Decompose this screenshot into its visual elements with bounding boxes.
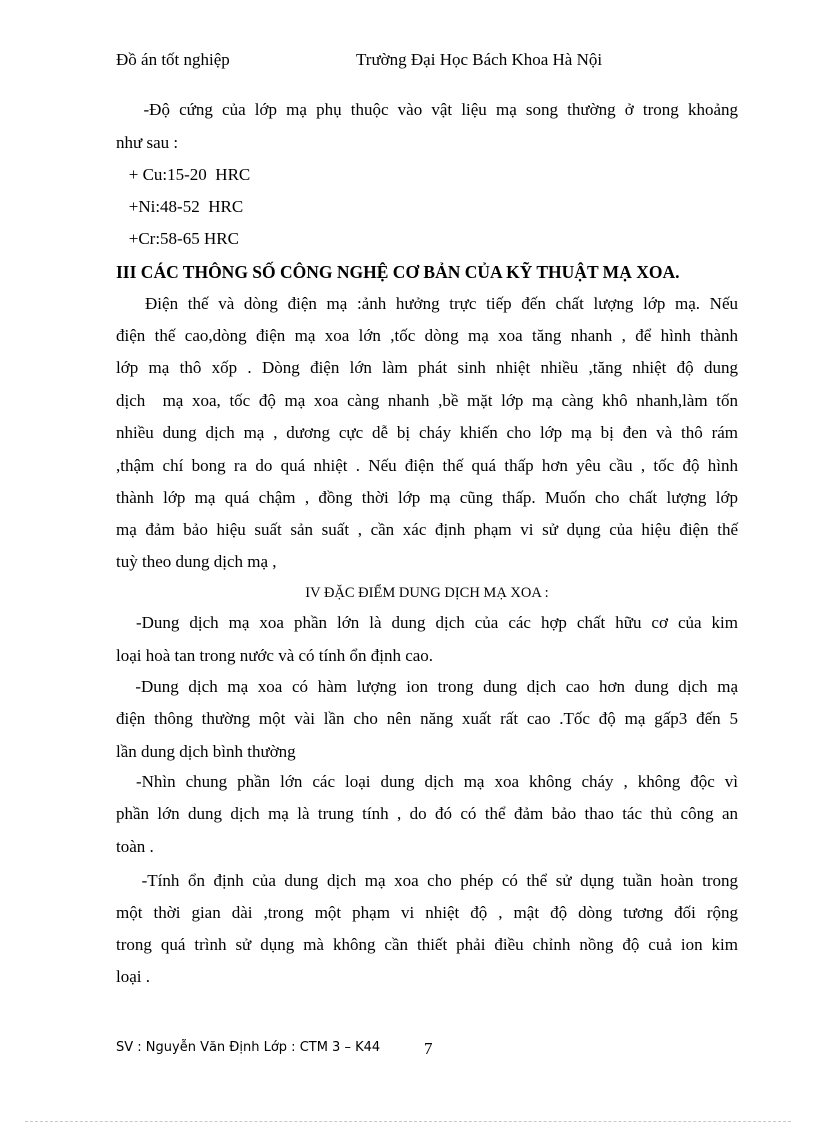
section-heading-iii: III CÁC THÔNG SỐ CÔNG NGHỆ CƠ BẢN CỦA KỸ THUẬT MẠ XOA. — [116, 262, 680, 282]
body-line: toàn . — [116, 837, 154, 856]
body-line: phần lớn dung dịch mạ là trung tính , do đó có thể đảm bảo thao tác thủ công an — [116, 804, 738, 823]
body-line: loại . — [116, 967, 150, 986]
page-bottom-divider — [25, 1121, 791, 1122]
body-line: -Dung dịch mạ xoa phần lớn là dung dịch của các hợp chất hữu cơ của kim — [116, 613, 738, 632]
header-left-title: Đồ án tốt nghiệp — [116, 50, 230, 69]
section-heading-iv: IV ĐẶC ĐIỂM DUNG DỊCH MẠ XOA : — [305, 585, 549, 601]
body-line: một thời gian dài ,trong một phạm vi nhiệt độ , mật độ dòng tương đối rộng — [116, 903, 738, 922]
body-line: loại hoà tan trong nước và có tính ổn định cao. — [116, 646, 434, 665]
body-line: mạ đảm bảo hiệu suất sản suất , cần xác định phạm vi sử dụng của hiệu điện thế — [116, 520, 738, 539]
body-line: ,thậm chí bong ra do quá nhiệt . Nếu điện thế quá thấp hơn yêu cầu , tốc độ hình — [116, 456, 738, 475]
body-line: như sau : — [116, 133, 179, 152]
header-right-school: Trường Đại Học Bách Khoa Hà Nội — [356, 50, 603, 69]
footer-student-info: SV : Nguyễn Văn Định Lớp : CTM 3 – K44 — [116, 1040, 381, 1055]
body-line: dịch mạ xoa, tốc độ mạ xoa càng nhanh ,bề mặt lớp mạ càng khô nhanh,làm tốn — [116, 391, 738, 410]
body-line: tuỳ theo dung dịch mạ , — [116, 552, 277, 571]
body-line: -Nhìn chung phần lớn các loại dung dịch mạ xoa không cháy , không độc vì — [116, 772, 738, 791]
body-line: + Cu:15-20 HRC — [116, 165, 251, 184]
body-line: điện thế cao,dòng điện mạ xoa lớn ,tốc dòng mạ xoa tăng nhanh , để hình thành — [116, 326, 738, 345]
body-line: điện thông thường một vài lần cho nên năng xuất rất cao .Tốc độ mạ gấp3 đến 5 — [116, 709, 738, 728]
body-line: -Tính ổn định của dung dịch mạ xoa cho phép có thể sử dụng tuần hoàn trong — [116, 871, 738, 890]
body-line: nhiều dung dịch mạ , dương cực dễ bị cháy khiến cho lớp mạ bị đen và thô rám — [116, 423, 738, 442]
body-line: thành lớp mạ quá chậm , đồng thời lớp mạ cũng thấp. Muốn cho chất lượng lớp — [116, 488, 738, 507]
page-number: 7 — [424, 1039, 433, 1058]
body-line: trong quá trình sử dụng mà không cần thiết phải điều chỉnh nồng độ cuả ion kim — [116, 935, 738, 954]
body-line: lớp mạ thô xốp . Dòng điện lớn làm phát sinh nhiệt nhiều ,tăng nhiệt độ dung — [116, 358, 738, 377]
body-line: -Dung dịch mạ xoa có hàm lượng ion trong dung dịch cao hơn dung dịch mạ — [116, 677, 738, 696]
body-line: -Độ cứng của lớp mạ phụ thuộc vào vật liệu mạ song thường ở trong khoảng — [116, 100, 739, 119]
body-line: +Cr:58-65 HRC — [116, 229, 239, 248]
body-line: +Ni:48-52 HRC — [116, 197, 244, 216]
body-line: lần dung dịch bình thường — [116, 742, 296, 761]
body-line: Điện thế và dòng điện mạ :ảnh hưởng trực tiếp đến chất lượng lớp mạ. Nếu — [116, 294, 739, 313]
